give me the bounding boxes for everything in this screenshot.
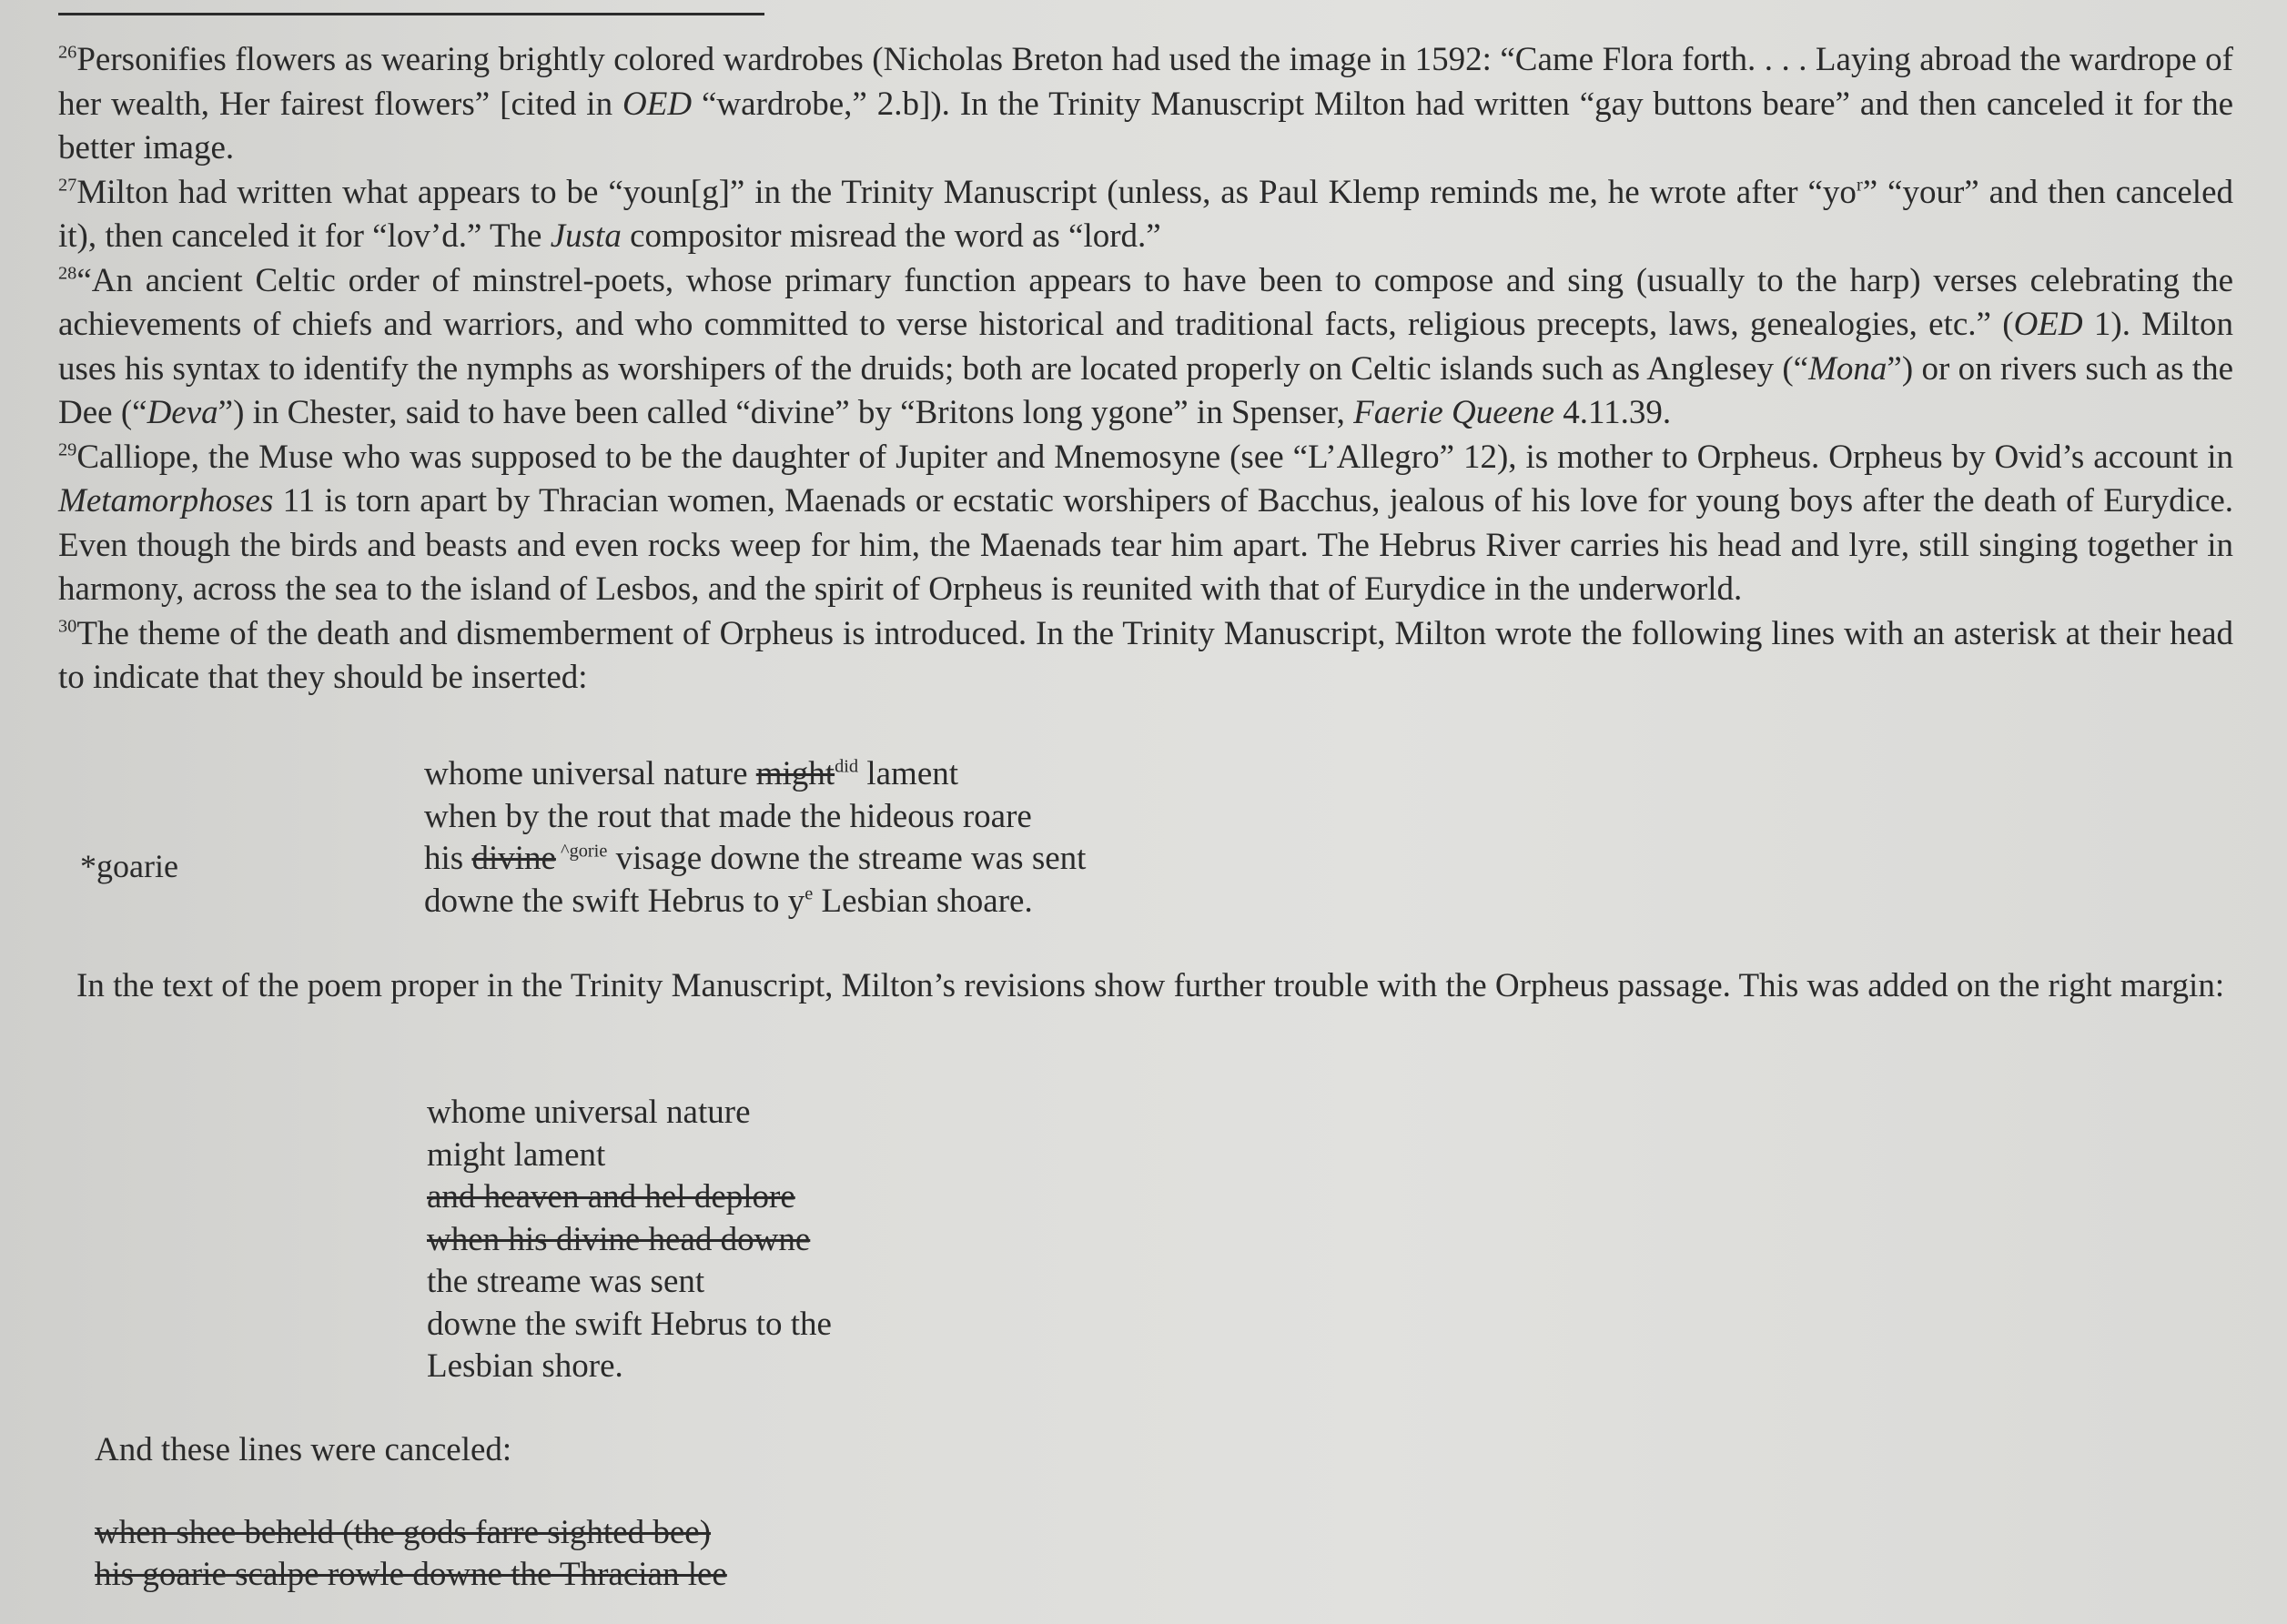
verse-line	[424, 796, 1086, 839]
footnote-number: 27	[58, 175, 77, 196]
struck-text: divine	[471, 840, 556, 877]
margin-note: *goarie	[80, 848, 178, 884]
footnote-number: 26	[58, 42, 77, 63]
text-run: “An ancient Celtic order of minstrel-poets, whose primary function appears to have been to compose and sing (usually to the harp) verses celebrating the achievements of chiefs and warriors, and who committed to verse historical and traditional facts, religious precepts, laws, genealogies, etc.” (	[58, 261, 2233, 343]
superscript: e	[804, 883, 814, 904]
verse-line	[424, 753, 1086, 796]
text-run: Personifies flowers as wearing brightly colored wardrobes (Nicholas Breton had used the image in 1592: “Came Flora forth. . . . Laying abroad the wardrope of her wealth, Her fairest flowers” [cited in	[58, 41, 2233, 123]
text-run: downe the swift Hebrus to y	[424, 882, 805, 920]
text-run: visage downe the streame was sent	[607, 840, 1087, 877]
canceled-line: when shee beheld (the gods farre sighted bee)	[95, 1514, 712, 1551]
text-run: Calliope, the Muse who was supposed to be the daughter of Jupiter and Mnemosyne (see “L’Allegro” 12), is mother to Orpheus. Orpheus by Ovid’s account in	[76, 438, 2233, 476]
verse-line	[424, 881, 1086, 923]
text-run: Deva	[147, 394, 218, 431]
text-run: 4.11.39.	[1554, 394, 1672, 431]
footnote-29	[58, 436, 2233, 612]
verse-line: Lesbian shore.	[427, 1347, 623, 1385]
text-run: Lesbian shoare.	[813, 882, 1033, 920]
text-run: ”) or on rivers such as the Dee (“	[58, 349, 2233, 431]
footnote-number: 28	[58, 263, 77, 284]
text-run: The theme of the death and dismemberment of Orpheus is introduced. In the Trinity Manuscript, Milton wrote the following lines with an asterisk at their head to indicate that they should be inserted:	[58, 614, 2233, 696]
footnote-rule	[58, 13, 764, 15]
footnote-26	[58, 38, 2233, 171]
text-run: ” “your” and then canceled it), then canceled it for “lov’d.” The	[58, 173, 2234, 255]
verse-line: might lament	[427, 1135, 606, 1174]
text-run: Justa	[550, 217, 622, 255]
verse-line: whome universal nature	[427, 1094, 751, 1131]
text-run: Mona	[1808, 349, 1887, 388]
superscript: gorie	[569, 841, 608, 862]
text-run: compositor misread the word as “lord.”	[621, 217, 1161, 255]
text-run: 11 is torn apart by Thracian women, Maenads or ecstatic worshipers of Bacchus, jealous of his love for young boys after the death of Eurydice. Even though the birds and beasts and even rocks weep for him, the Maenads tear him apart. The Hebrus River carries his head and lyre, still singing together in harmony, across the sea to the island of Lesbos, and the spirit of Orpheus is reunited with that of Eurydice in the underworld.	[58, 482, 2233, 608]
superscript: did	[835, 756, 859, 777]
footnote-30	[58, 612, 2233, 701]
text-run: ”) in Chester, said to have been called “divine” by “Britons long ygone” in Spenser,	[218, 394, 1354, 431]
footnotes	[58, 38, 2233, 701]
text-run: OED	[2013, 306, 2083, 343]
struck-text: might	[755, 755, 835, 792]
text-run: whome universal nature	[424, 755, 756, 792]
superscript: ^	[555, 841, 570, 862]
text-run: “wardrobe,” 2.b]). In the Trinity Manuscript Milton had written “gay buttons beare” and then canceled it for the better image.	[58, 85, 2233, 166]
paragraph-right-margin-intro: In the text of the poem proper in the Trinity Manuscript, Milton’s revisions show further trouble with the Orpheus passage. This was added on the right margin:	[76, 967, 2225, 1004]
verse-line	[424, 838, 1086, 881]
struck-verse-line: and heaven and hel deplore	[427, 1178, 795, 1215]
text-run: 1). Milton uses his syntax to identify the nymphs as worshipers of the druids; both are located properly on Celtic islands such as Anglesey (“	[58, 306, 2233, 388]
struck-verse-line: when his divine head downe	[427, 1220, 811, 1258]
text-run: when by the rout that made the hideous roare	[424, 797, 1032, 835]
footnote-28	[58, 259, 2233, 436]
verse-line: the streame was sent	[427, 1263, 705, 1300]
verse-line: downe the swift Hebrus to the	[427, 1305, 832, 1343]
right-margin-verse	[427, 1092, 832, 1388]
canceled-line: his goarie scalpe rowle downe the Thracian lee	[95, 1556, 727, 1593]
footnote-number: 30	[58, 616, 77, 637]
paragraph-canceled-intro: And these lines were canceled:	[95, 1431, 512, 1468]
inserted-verse	[424, 753, 1086, 923]
canceled-lines	[95, 1512, 727, 1596]
text-run: lament	[858, 755, 959, 792]
text-run: OED	[622, 85, 693, 123]
text-run: Milton had written what appears to be “youn[g]” in the Trinity Manuscript (unless, as Paul Klemp reminds me, he wrote after “yo	[76, 173, 1857, 211]
footnote-number: 29	[58, 439, 77, 460]
text-run: Metamorphoses	[58, 482, 274, 519]
footnote-27	[58, 171, 2233, 259]
superscript: r	[1856, 175, 1863, 196]
text-run: his	[424, 840, 472, 877]
text-run: Faerie Queene	[1353, 394, 1555, 431]
